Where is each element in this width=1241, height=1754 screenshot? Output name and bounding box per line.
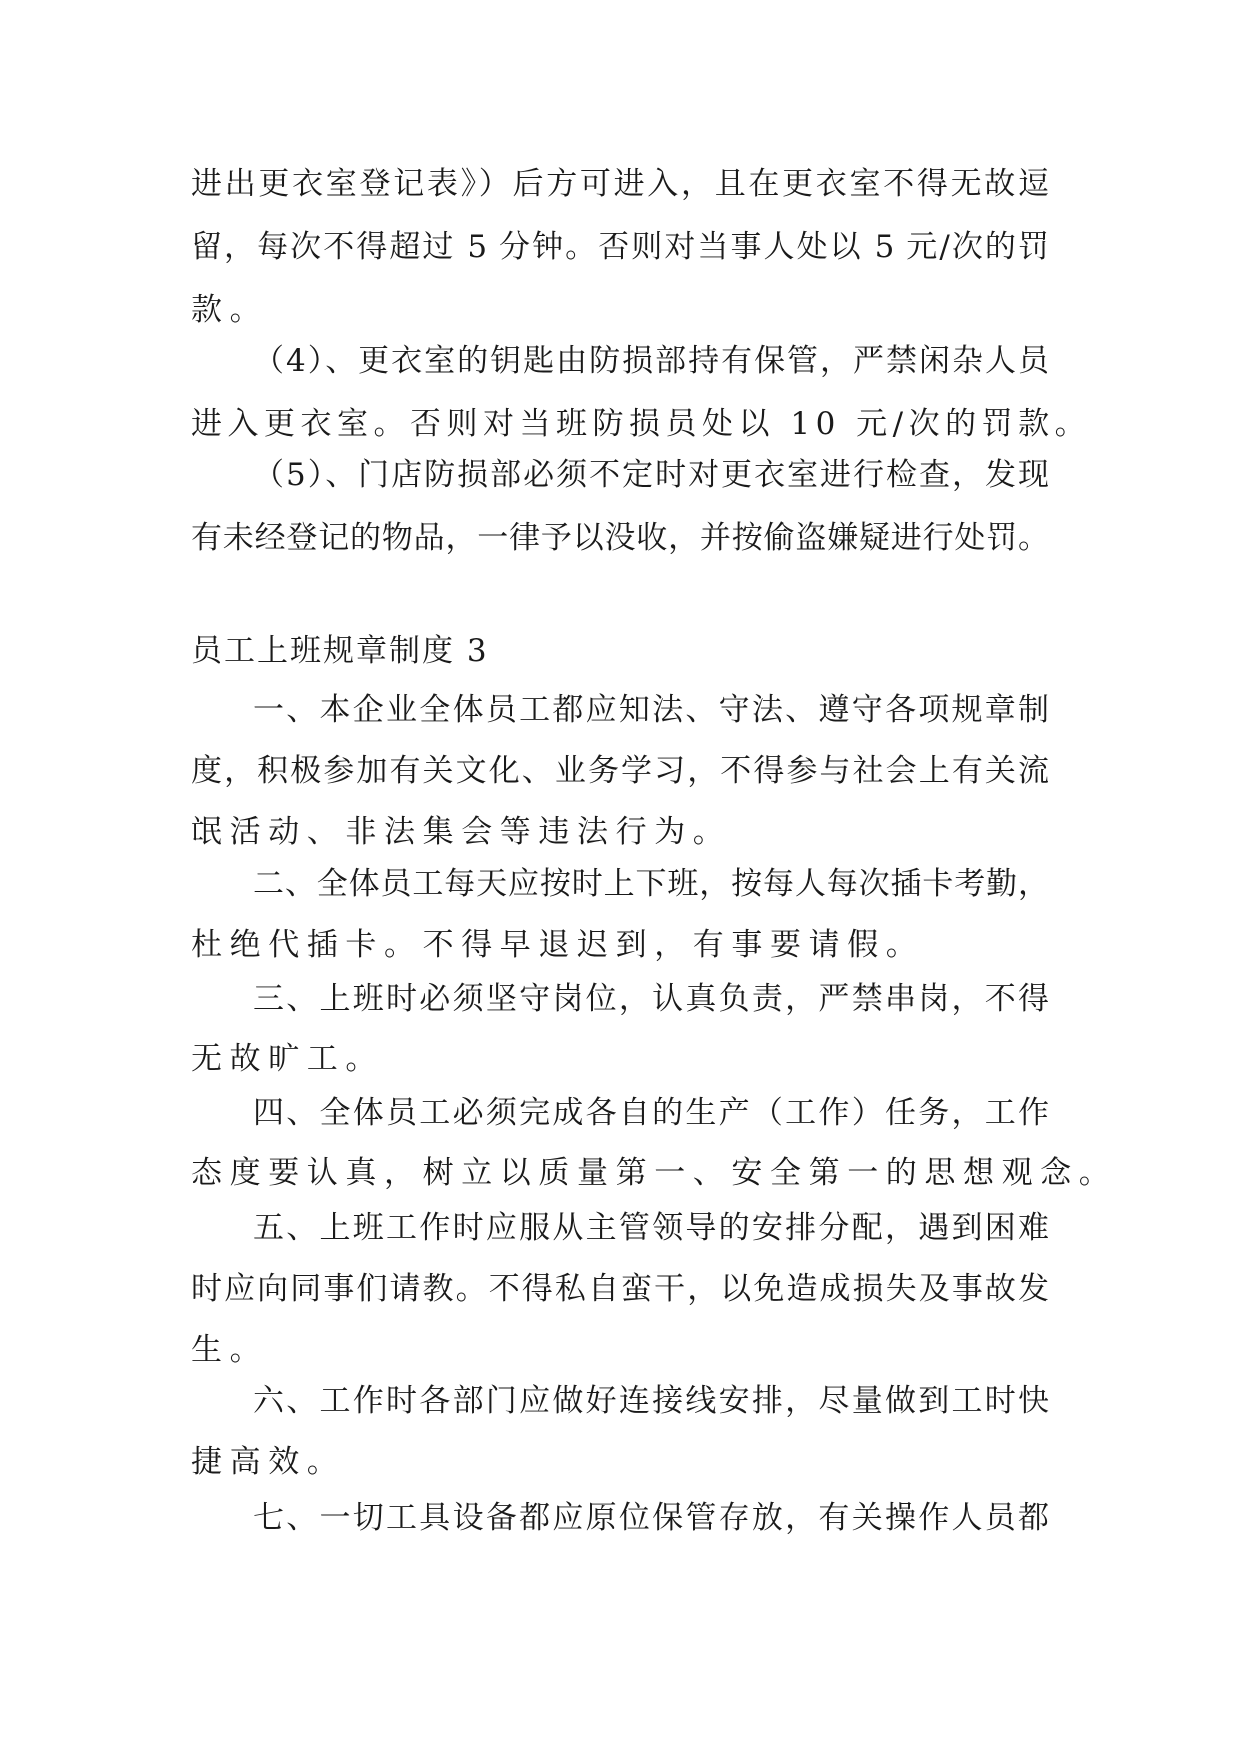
paragraph-line: 时应向同事们请教。不得私自蛮干，以免造成损失及事故发 bbox=[191, 1271, 1049, 1307]
paragraph-line: 有未经登记的物品，一律予以没收，并按偷盗嫌疑进行处罚。 bbox=[191, 520, 1049, 556]
paragraph-line: 一、本企业全体员工都应知法、守法、遵守各项规章制 bbox=[253, 692, 1049, 728]
paragraph-line: 五、上班工作时应服从主管领导的安排分配，遇到困难 bbox=[253, 1210, 1049, 1246]
paragraph-line: 三、上班时必须坚守岗位，认真负责，严禁串岗，不得 bbox=[253, 981, 1049, 1017]
paragraph-line: 捷高效。 bbox=[191, 1444, 346, 1480]
paragraph-line: 款。 bbox=[191, 292, 269, 328]
paragraph-line: 四、全体员工必须完成各自的生产（工作）任务，工作 bbox=[253, 1095, 1049, 1131]
paragraph-line: （4）、更衣室的钥匙由防损部持有保管，严禁闲杂人员 bbox=[253, 343, 1049, 379]
paragraph-line: （5）、门店防损部必须不定时对更衣室进行检查，发现 bbox=[253, 457, 1049, 493]
paragraph-line: 生。 bbox=[191, 1332, 269, 1368]
paragraph-line: 留，每次不得超过 5 分钟。否则对当事人处以 5 元/次的罚 bbox=[191, 229, 1049, 265]
paragraph-line: 进入更衣室。否则对当班防损员处以 10 元/次的罚款。 bbox=[191, 406, 1092, 442]
paragraph-line: 二、全体员工每天应按时上下班，按每人每次插卡考勤， bbox=[253, 866, 1049, 902]
paragraph-line: 无故旷工。 bbox=[191, 1041, 384, 1077]
paragraph-line: 七、一切工具设备都应原位保管存放，有关操作人员都 bbox=[253, 1500, 1049, 1536]
paragraph-line: 度，积极参加有关文化、业务学习，不得参与社会上有关流 bbox=[191, 753, 1049, 789]
paragraph-line: 六、工作时各部门应做好连接线安排，尽量做到工时快 bbox=[253, 1383, 1049, 1419]
paragraph-line: 进出更衣室登记表》）后方可进入，且在更衣室不得无故逗 bbox=[191, 166, 1049, 202]
section-heading: 员工上班规章制度 3 bbox=[191, 633, 489, 669]
paragraph-line: 杜绝代插卡。不得早退迟到，有事要请假。 bbox=[191, 927, 925, 963]
paragraph-line: 氓活动、非法集会等违法行为。 bbox=[191, 814, 732, 850]
paragraph-line: 态度要认真，树立以质量第一、安全第一的思想观念。 bbox=[191, 1155, 1118, 1191]
